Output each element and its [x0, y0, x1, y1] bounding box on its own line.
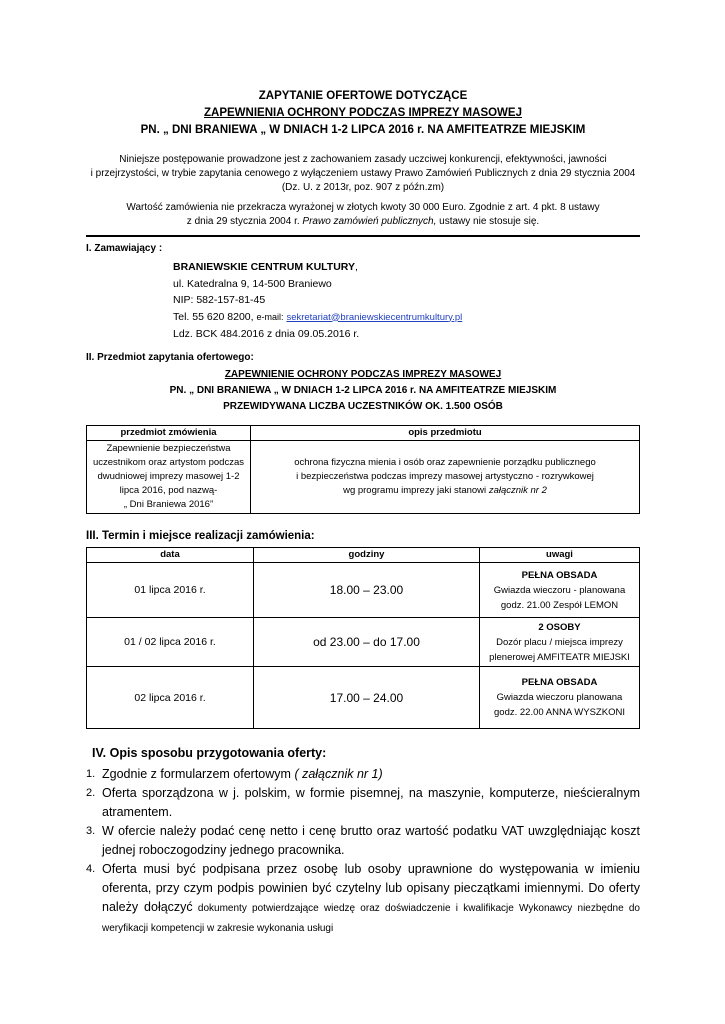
schedule-table	[86, 547, 640, 729]
cell-line: „ Dni Braniewa 2016”	[123, 499, 214, 510]
section-3-heading: III. Termin i miejsce realizacji zamówienia:	[86, 530, 315, 542]
cell-line: Zapewnienie bezpieczeństwa	[106, 443, 231, 454]
hours-cell: 18.00 – 23.00	[254, 563, 480, 618]
email-label: e-mail:	[256, 311, 284, 322]
org-reference: Ldz. BCK 484.2016 z dnia 09.05.2016 r.	[173, 328, 360, 340]
offer-requirements-list	[86, 765, 640, 938]
item-text: W ofercie należy podać cenę netto i cenę brutto oraz wartość podatku VAT uwzględniając koszt jednej roboczogodziny jednego pracownika.	[102, 824, 640, 857]
schedule-row	[87, 618, 640, 667]
text: z dnia 29 stycznia 2004 r.	[186, 216, 303, 227]
subject-title	[86, 367, 640, 415]
note-head: 2 OSOBY	[538, 621, 581, 633]
note-line: Gwiazda wieczoru - planowana	[493, 584, 626, 596]
cell-line	[255, 484, 635, 498]
section-1-heading: I. Zamawiający :	[86, 243, 163, 254]
org-address: ul. Katedralna 9, 14-500 Braniewo	[173, 277, 332, 290]
cell-line: ochrona fizyczna mienia i osób oraz zapewnienie porządku publicznego	[294, 457, 596, 468]
date-cell: 01 / 02 lipca 2016 r.	[87, 618, 254, 667]
subject-title-line: PN. „ DNI BRANIEWA „ W DNIACH 1-2 LIPCA 2016 r. NA AMFITEATRZE MIEJSKIM	[169, 385, 557, 396]
item-text: Oferta sporządzona w j. polskim, w formie pisemnej, na maszynie, komputerze, nieścieralnym atramentem.	[102, 786, 640, 819]
hours-cell: 17.00 – 24.00	[254, 667, 480, 729]
org-phone: Tel. 55 620 8200,	[173, 310, 254, 323]
note-line: Gwiazda wieczoru planowana	[496, 692, 623, 703]
column-header: opis przedmiotu	[251, 426, 640, 441]
item-number: 1.	[86, 768, 96, 780]
cell-line: uczestnikom oraz artystom podczas	[92, 457, 244, 468]
section-4-heading: IV. Opis sposobu przygotowania oferty:	[92, 746, 327, 760]
note-line: godz. 21.00 Zespół LEMON	[500, 599, 619, 611]
divider	[86, 235, 640, 237]
note-line: godz. 22.00 ANNA WYSZKONI	[494, 707, 625, 718]
section-2-heading: II. Przedmiot zapytania ofertowego:	[86, 352, 254, 363]
org-nip: NIP: 582-157-81-45	[173, 294, 266, 306]
list-item	[86, 822, 640, 860]
column-header: data	[87, 548, 254, 563]
intro-line: Wartość zamówienia nie przekracza wyrażonej w złotych kwoty 30 000 Euro. Zgodnie z art. 4 pkt. 8 ustawy	[126, 202, 600, 213]
org-name-text: BRANIEWSKIE CENTRUM KULTURY	[173, 261, 355, 273]
cell-line: dwudniowej imprezy masowej 1-2	[97, 471, 240, 482]
contracting-party	[173, 259, 462, 343]
note-head: PEŁNA OBSADA	[521, 677, 598, 688]
notes-cell	[480, 618, 640, 667]
item-text	[102, 860, 640, 938]
attachment-ref: ( załącznik nr 1)	[294, 767, 383, 781]
date-cell: 01 lipca 2016 r.	[87, 563, 254, 618]
comma: ,	[355, 261, 358, 273]
title-line-2: ZAPEWNIENIA OCHRONY PODCZAS IMPREZY MASOWEJ	[204, 107, 522, 119]
org-contact	[173, 309, 462, 327]
notes-cell	[480, 563, 640, 618]
org-name	[173, 259, 462, 276]
list-item	[86, 765, 640, 784]
schedule-row	[87, 563, 640, 618]
item-text	[102, 765, 640, 784]
cell-line: i bezpieczeństwa podczas imprezy masowej artystyczno - rozrywkowej	[296, 471, 594, 482]
hours-cell: od 23.00 – do 17.00	[254, 618, 480, 667]
column-header: godziny	[254, 548, 480, 563]
text: ustawy nie stosuje się.	[436, 216, 540, 227]
subject-title-line: ZAPEWNIENIE OCHRONY PODCZAS IMPREZY MASOWEJ	[224, 369, 502, 380]
subject-cell	[87, 441, 251, 514]
intro-line: i przejrzystości, w trybie zapytania cenowego z wyłączeniem ustawy Prawo Zamówień Publicznych z dnia 29 stycznia 2004	[90, 168, 636, 179]
item-number: 2.	[86, 787, 96, 799]
item-number: 4.	[86, 863, 96, 875]
intro-line: (Dz. U. z 2013r, poz. 907 z późn.zm)	[281, 182, 445, 193]
note-line: plenerowej AMFITEATR MIEJSKI	[489, 651, 630, 663]
list-item	[86, 860, 640, 938]
text: Zgodnie z formularzem ofertowym	[102, 767, 295, 781]
attachment-ref: załącznik nr 2	[488, 485, 547, 496]
list-item	[86, 784, 640, 822]
intro-paragraph-1	[80, 153, 646, 195]
notes-cell	[480, 667, 640, 729]
intro-line: Niniejsze postępowanie prowadzone jest z zachowaniem zasady uczciwej konkurencji, efektywności, jawności	[119, 154, 607, 165]
text: wg programu imprezy jaki stanowi	[343, 485, 489, 496]
cell-line: lipca 2016, pod nazwą-	[119, 485, 218, 496]
date-cell: 02 lipca 2016 r.	[87, 667, 254, 729]
title-line-3: PN. „ DNI BRANIEWA „ W DNIACH 1-2 LIPCA 2016 r. NA AMFITEATRZE MIEJSKIM	[140, 124, 586, 136]
text: dokumenty potwierdzające wiedzę oraz doświadczenie i kwalifikacje Wykonawcy niezbędne do weryfikacji kompetencji w zakresie wykonania usługi	[102, 903, 640, 934]
email-link[interactable]: sekretariat@braniewskiecentrumkultury.pl	[286, 311, 463, 323]
intro-line	[80, 215, 646, 229]
subject-title-line: PRZEWIDYWANA LICZBA UCZESTNIKÓW OK. 1.500 OSÓB	[223, 401, 503, 412]
text: Oferta musi być podpisana przez osobę lub osoby uprawnione do występowania w imieniu oferenta, przy czym podpis powinien być czytelny lub opisany pieczątkami imiennymi. Do oferty należy dołączyć	[102, 862, 640, 914]
note-line: Dozór placu / miejsca imprezy	[496, 636, 623, 648]
description-cell	[251, 441, 640, 514]
column-header: uwagi	[480, 548, 640, 563]
document-title	[86, 88, 640, 139]
intro-paragraph-2	[80, 201, 646, 229]
column-header: przedmiot zmówienia	[87, 426, 251, 441]
note-head: PEŁNA OBSADA	[521, 569, 598, 581]
subject-table	[86, 425, 640, 514]
law-name: Prawo zamówień publicznych,	[302, 216, 437, 227]
schedule-row	[87, 667, 640, 729]
title-line-1: ZAPYTANIE OFERTOWE DOTYCZĄCE	[258, 90, 468, 102]
item-number: 3.	[86, 825, 96, 837]
